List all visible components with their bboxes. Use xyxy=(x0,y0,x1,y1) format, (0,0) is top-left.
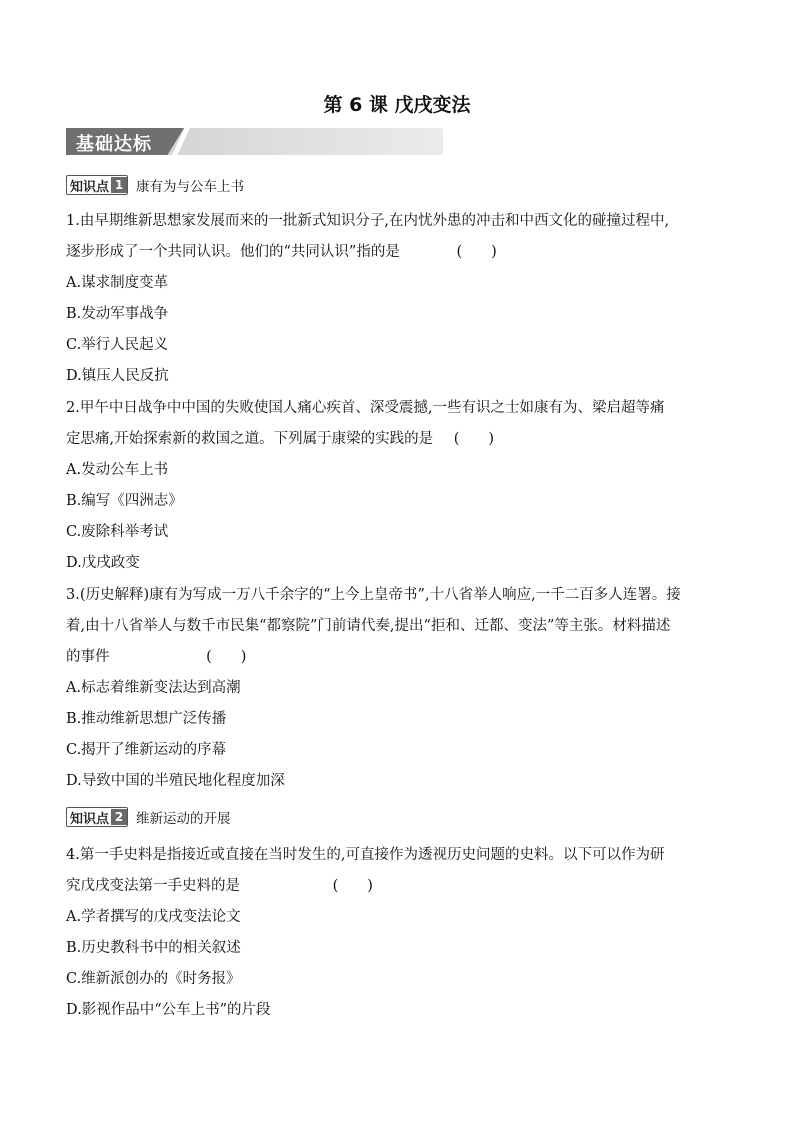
knowledge-point-badge xyxy=(66,807,128,827)
q2-stem-text: 定思痛,开始探索新的救国之道。下列属于康梁的实践的是 xyxy=(66,431,434,447)
knowledge-point-number: 1 xyxy=(111,177,127,193)
q2-stem-line2 xyxy=(66,429,494,449)
knowledge-point-number: 2 xyxy=(111,809,127,825)
q4-option-d: D.影视作品中“公车上书”的片段 xyxy=(66,1002,271,1018)
q4-stem-text: 究戊戌变法第一手史料的是 xyxy=(66,878,240,894)
q3-answer-blank: ( ) xyxy=(206,649,247,665)
q4-stem-line2 xyxy=(66,876,373,896)
q4-answer-blank: ( ) xyxy=(332,878,373,894)
q1-stem-text: 逐步形成了一个共同认识。他们的“共同认识”指的是 xyxy=(66,244,400,260)
q2-option-d: D.戊戌政变 xyxy=(66,555,140,571)
q3-stem-text: 的事件 xyxy=(66,649,110,665)
q3-option-d: D.导致中国的半殖民地化程度加深 xyxy=(66,773,285,789)
knowledge-point-title: 维新运动的开展 xyxy=(136,811,231,827)
section-banner-label: 基础达标 xyxy=(76,134,152,155)
q1-answer-blank: ( ) xyxy=(456,244,497,260)
q2-option-c: C.废除科举考试 xyxy=(66,524,169,540)
q3-option-b: B.推动维新思想广泛传播 xyxy=(66,711,227,727)
q4-option-a: A.学者撰写的戊戌变法论文 xyxy=(66,909,241,925)
knowledge-point-label: 知识点 xyxy=(70,811,110,827)
q1-option-c: C.举行人民起义 xyxy=(66,337,169,353)
q2-answer-blank: ( ) xyxy=(453,431,495,447)
q2-option-b: B.编写《四洲志》 xyxy=(66,493,183,509)
knowledge-point-label: 知识点 xyxy=(70,179,110,195)
q4-option-c: C.维新派创办的《时务报》 xyxy=(66,971,241,987)
lesson-title: 第 6 课 戊戌变法 xyxy=(323,94,471,116)
q2-stem-line1: 2.甲午中日战争中中国的失败使国人痛心疾首、深受震撼,一些有识之士如康有为、梁启超等痛 xyxy=(66,400,665,416)
q1-option-d: D.镇压人民反抗 xyxy=(66,368,169,384)
q3-stem-line2: 着,由十八省举人与数千市民集“都察院”门前请代奏,提出“拒和、迁都、变法”等主张。材料描述 xyxy=(66,618,671,634)
q4-option-b: B.历史教科书中的相关叙述 xyxy=(66,940,241,956)
q3-option-a: A.标志着维新变法达到高潮 xyxy=(66,680,241,696)
q4-stem-line1: 4.第一手史料是指接近或直接在当时发生的,可直接作为透视历史问题的史料。以下可以作为研 xyxy=(66,847,665,863)
knowledge-point-badge xyxy=(66,175,128,195)
q3-stem-line3 xyxy=(66,647,246,667)
q3-option-c: C.揭开了维新运动的序幕 xyxy=(66,742,227,758)
knowledge-point-title: 康有为与公车上书 xyxy=(136,179,245,195)
q1-stem-line2 xyxy=(66,242,497,262)
knowledge-point-2 xyxy=(66,807,231,827)
q2-option-a: A.发动公车上书 xyxy=(66,462,169,478)
q1-option-a: A.谋求制度变革 xyxy=(66,275,169,291)
q1-option-b: B.发动军事战争 xyxy=(66,306,169,322)
q1-stem-line1: 1.由早期维新思想家发展而来的一批新式知识分子,在内忧外患的冲击和中西文化的碰撞过程中, xyxy=(66,213,670,229)
q3-stem-line1: 3.(历史解释)康有为写成一万八千余字的“上今上皇帝书”,十八省举人响应,一千二百多人连署。接 xyxy=(66,587,681,603)
knowledge-point-1 xyxy=(66,175,244,195)
section-banner xyxy=(66,128,443,155)
